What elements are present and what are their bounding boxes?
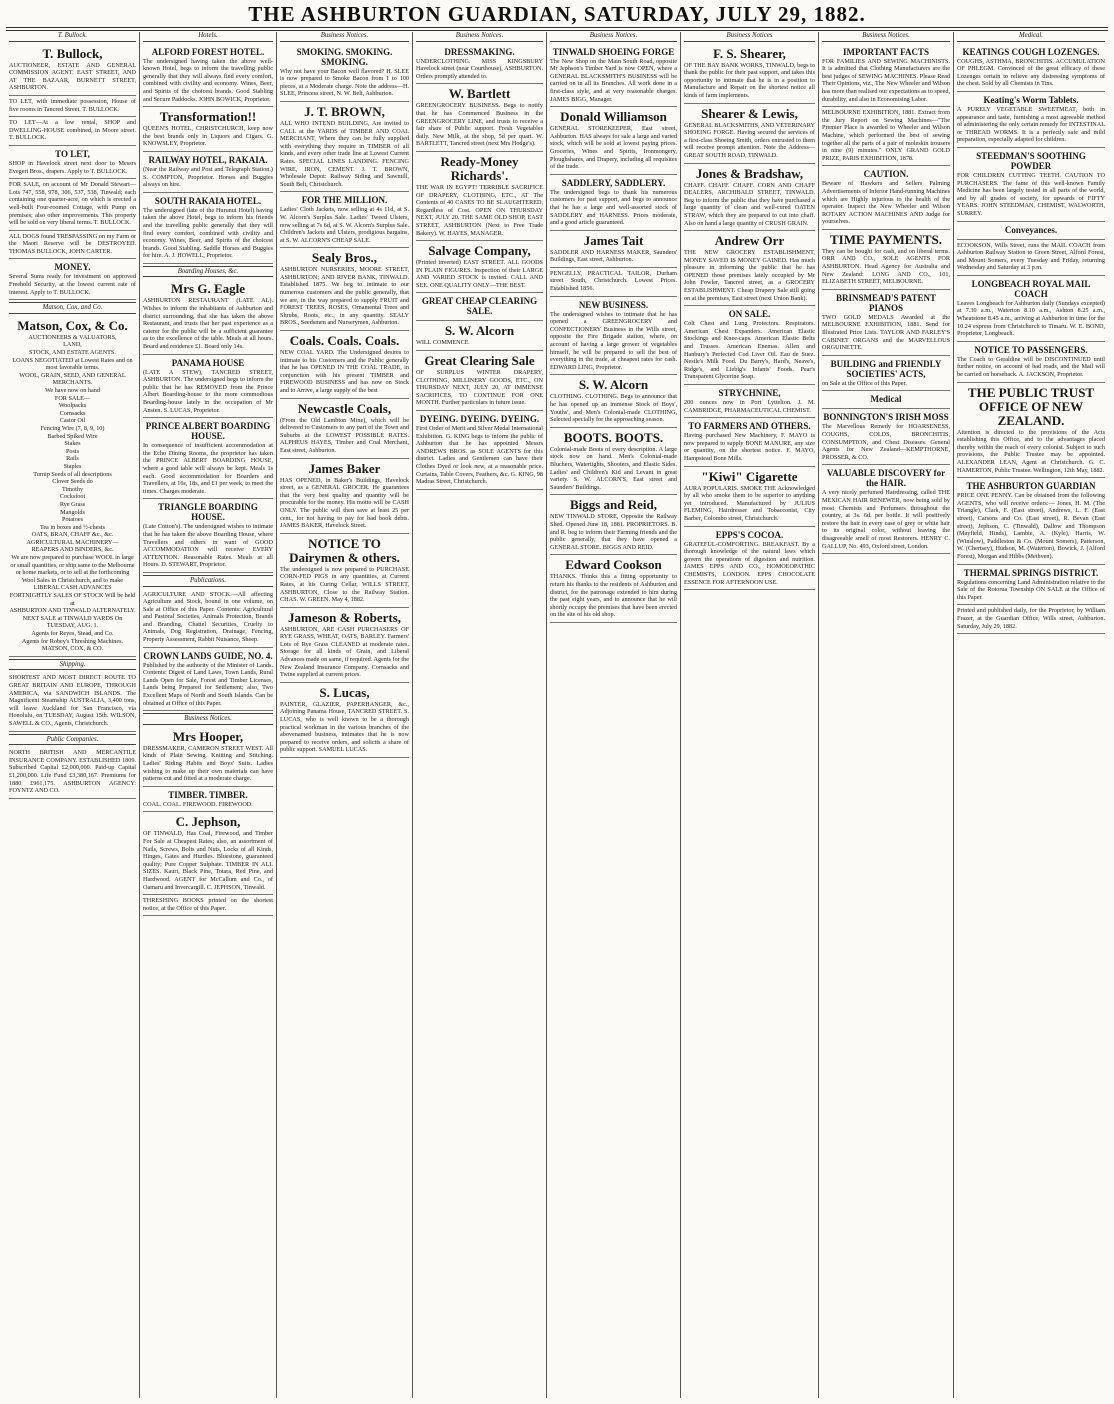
advertisement [280,399,409,459]
ad-body: Leaves Longbeach for Ashburton daily (Sundays excepted) at 7.30 a.m., Waterton 8.10 a.m., Ashton 8.25 a.m., Wheatstone 8.45 a.m., arriving at Ashburton in time for the 10.24 express from Christchurch to Timaru. W. E. BOND, Proprietor, Longbeach. [957,299,1105,338]
ad-body: COUGHS, ASTHMA, BRONCHITIS. ACCUMULATION OF PHLEGM. Convinced of the great efficacy of these Lozenges certain to relieve any distressing symptoms of the chest. Sold by all Chemists in Tins. [957,57,1105,88]
ad-body: on Sale at the Office of this Paper. [822,379,907,387]
masthead-rule [6,27,1108,28]
ad-title: MONEY. [54,262,91,273]
ad-body: (From the Old Lambton Mine), which will be delivered to Customers to any part of the Town and Suburbs at the LOWEST POSSIBLE RATES. ALPHEUS HAYES, Timber and Coal Merchant, East street, Ashburton. [280,416,409,454]
ad-body: A very nicely perfumed Hairdressing, called THE MEXICAN HAIR RENEWER, now being sold by most Chemists and Perfumers throughout the country, at 3s. 6d. per bottle. It will positively restore the hair in every case of grey or white hair to its original color, without leaving the disagreeable smell of most Restorers. HENRY C. GALLUP, No. 493, Oxford street, London. [822,489,950,550]
advertisement [143,152,273,193]
ad-title: S. W. Alcorn [444,323,515,339]
advertisement [9,672,136,731]
advertisement [280,683,409,758]
ad-body: FOR CHILDREN CUTTING TEETH. CAUTION TO PURCHASERS. The fame of this well-known Family Medicine has been largely tested in all parts of the world, and by all grades of society, for upwards of FIFTY YEARS. JOHN STEEDMAN, CHEMIST, WALWORTH, SURREY. [957,171,1105,217]
ad-line: WOOL, GRAIN, SEED, AND GENERAL MERCHANTS. [19,371,126,387]
advertisement [143,418,273,499]
ad-title: T. Bullock, [42,45,103,61]
advertisement [143,44,273,108]
advertisement [280,44,409,102]
advertisement [550,268,677,297]
advertisement [143,787,273,813]
ad-title: NOTICE TO PASSENGERS. [974,344,1088,355]
ad-title: BONNINGTON'S IRISH MOSS [823,412,949,423]
ad-title: RAILWAY HOTEL, RAKAIA. [148,154,268,165]
advertisement [684,418,815,466]
ad-body: The undersigned begs to thank his numerous customers for past support, and begs to announce that he has a large and well-assorted stock of SADDLERY and HARNESS. Prices moderate, and a good article guaranteed. [550,188,677,227]
ad-title: Salvage Company, [428,243,531,259]
advertisement [822,356,950,392]
ad-body: FOR SALE, on account of Mr Donald Stewart—Lots 747, 558, 978, 306, 537, 538, Tinwald; each containing one quarter-acre, on which is erected a well-built Four-roomed Cottage, with Pump on premises; also other improvements. This property will be sold on very liberal terms. T. BULLOCK. [9,181,136,227]
ad-line: Posts [65,447,80,455]
ad-line: Turnip Seeds of all descriptions [33,470,112,478]
advertisement [280,331,409,399]
ad-body: PENGELLY, PRACTICAL TAILOR, Durham street South, Christchurch. Lowest Prices. Established 1856. [550,269,677,293]
ad-title: W. Bartlett [448,86,511,102]
ad-body: CHAFF. CHAFF. CHAFF. CORN AND CHAFF DEALERS, ARCHIBALD STREET, TINWALD. Beg to inform the public that they have purchased a large quantity of clean and well-cured OATEN STRAW, which they are prepared to cut into chaff. Also on hand a large quantity of CRUSH GRAIN. [684,181,815,227]
advertisement [684,467,815,527]
advertisement [550,555,677,623]
column-heading: Public Companies. [9,734,136,746]
column-2 [140,32,277,1398]
column-heading: Business Notices. [550,32,677,42]
ad-title: SMOKING. SMOKING. SMOKING. [296,46,393,67]
ad-body: AURA POPULARIS. SMOKE THE Acknowledged by all who smoke them to be superior to anything yet introduced. Manufactured by JULIUS FLEMING, Hairdresser and Tobacconist, City Barber, Colombo street, Christchurch. [684,484,815,522]
advertisement [957,605,1105,634]
advertisement [957,240,1105,276]
ad-body: The undersigned wishes to intimate that he has opened a GREENGROCERY and CONFECTIONERY Business in the Wills street, opposite the Fire Brigade station, where, on account of having a large grower of vegetables himself, he will be prepared to sell the best of everything in the trade, at cheapest rates for cash. EDWARD LING, Proprietor. [550,310,677,371]
ad-line: LIBERAL CASH ADVANCES [33,584,112,592]
ad-body: MELBOURNE EXHIBITION, 1881. Extract from the Jury Report on Sewing Machines—"The Premier Place is awarded to Wheeler and Wilson Machine, which performed the best of sewing together all the parts of a pair of moleskin trousers in nine (9) minutes." ONLY GRAND GOLD PRIZE, PARIS EXHIBITION, 1878. [822,109,950,162]
ad-title: GREAT CHEAP CLEARING SALE. [421,296,538,317]
ad-body: NEW COAL YARD. The Undersigned desires to intimate to his Customers and the Public generally that he has OPENED IN THE COAL TRADE, in conjunction with his present TIMBER and FIREWOOD BUSINESS and has now on Stock and to Arrive, a large supply of the best [280,349,409,394]
ad-title: FOR THE MILLION. [301,195,388,206]
ad-body: FOR FAMILIES AND SEWING MACHINISTS. It is admitted that Clothing Manufacturers are the best judges of SEWING MACHINES. Please Read Their Opinions, viz., The New Wheeler and Wilson has more than realised our expectations as to speed, durability, and also in Economising Labor. [822,57,951,103]
advertisement [684,164,815,232]
ad-body: Why not have your Bacon well flavored? H. SLEE is now prepared to Smoke Bacon from 1 to 100 pieces, at a Moderate charge. Note the address—H. SLEE, Princess street, N. W. Belt, Ashburton. [280,67,409,98]
ad-title: Edward Cookson [565,557,662,573]
ad-body: ALL WHO INTEND BUILDING, Are invited to CALL at the YARDS of TIMBER AND COAL MERCHANT, Where they can be fully supplied with everything they require in TIMBER of all kinds, and every other trade line at Lowest Current Rates. SPECIAL LINES LANDING. FENCING WIRE, IRON, CEMENT. J. T. BROWN, Wholesale Depot: Railway Siding and Sawmill, South Belt, Christchurch. [280,119,409,188]
advertisement [143,355,273,419]
ad-line: Tea in boxes and ½-chests [39,523,106,531]
advertisement [9,44,136,96]
column-heading: Shipping. [9,659,136,671]
ad-title: Sealy Bros., [311,250,378,266]
ad-title: Mrs Hooper, [172,728,244,744]
ad-body: The Coach to Geraldine will be DISCONTINUED until further notice, on account of bad roads, and the Mail will be carried on horseback. A. JACKSON, Proprietor. [957,355,1105,379]
ad-body: THRESHING BOOKS printed on the shortest notice, at the Office of this Paper. [143,897,273,912]
advertisement [143,812,273,895]
column-heading: Medical. [957,32,1105,42]
advertisement [684,527,815,591]
ad-line: FOR SALE— [54,394,91,402]
advertisement [957,44,1105,92]
ad-title: CROWN LANDS GUIDE, NO. 4. [143,650,273,661]
column-heading: Business Notices. [416,32,543,42]
ad-line: LOANS NEGOTIATED at Lowest Rates and on most favorable terms. [12,356,133,372]
advertisement [684,385,815,418]
ad-line: LAND, [63,341,82,349]
ad-body: (Late Cotton's). The undersigned wishes to intimate that he has taken the above Boarding House, where Travellers and others in want of GOOD ACCOMMODATION will receive EVERY ATTENTION. Reasonable Rates. Meals at all Hours. D. STEWART, Proprietor. [143,523,273,569]
ad-body: Colonial-made Boots of every description. A large stock now on hand. Men's Colonial-made Bluchers, Watertights, Shooters, and Elastic Sides. Ladies' and Children's Kid and Levant in great variety. S. W. ALCORN'S, East street and Saunders' Buildings. [550,445,677,491]
ad-title: THE PUBLIC TRUST OFFICE OF NEW ZEALAND. [967,384,1095,428]
ad-title: Andrew Orr [714,233,785,249]
advertisement [280,192,409,248]
ad-body: In consequence of insufficient accommodation at the Echo Dining Rooms, the proprietor has taken the PRINCE ALBERT BOARDING HOUSE, where a good table will always be kept. Meals 1s each. Good accommodation for Boarders and Travellers, at 16s, 18s, and £1 per week, to meet the times. Charges moderate. [143,442,273,495]
ad-body: AGRICULTURE AND STOCK.—All affecting Agriculture and Stock, bound in one volume, on Sale at Office of this Paper. Contents: Agricultural and Pastoral Societies, Animals Protection, Brands and Branding, Chattel Securities, Cruelty to Animals, Dog Registration, Drainage, Fencing, Property Assessment, Rabbit Nuisance, Sheep. [143,590,273,644]
ad-body: (Printed inverted) EAST STREET. ALL GOODS IN PLAIN FIGURES. Inspection of their LARGE AND VARIED STOCK is invited. CALL AND SEE. ONE QUALITY ONLY—THE BEST. [416,259,543,289]
ad-title: TO LET, [55,148,90,159]
masthead: THE ASHBURTON GUARDIAN, SATURDAY, JULY 29, 1882. [248,2,866,26]
advertisement [822,409,950,465]
ad-title: Transformation!! [159,109,257,125]
ad-line: Potatoes [62,516,83,524]
ad-line: Agents for Reyes, Stead, and Co. [31,630,114,637]
ad-title: BUILDING and FRIENDLY SOCIETIES' ACTS, [830,358,942,379]
ad-line: Rye Grass [59,500,86,508]
column-7 [819,32,954,1398]
advertisement [684,306,815,385]
ad-line: Clover Seeds do [52,478,93,486]
ad-body: SADDLER AND HARNESS MAKER, Saunders' Buildings, East street, Ashburton. [550,248,677,264]
ad-body: UNDERCLOTHING. MISS KINGSBURY Havelock street (near Courthouse), ASHBURTON. Orders promptly attended to. [416,57,543,80]
advertisement [822,290,950,356]
ad-body: SHOP in Havelock street next door to Messrs Evegert Bros., drapers. Apply to T. BULLOCK. [9,159,136,175]
ad-body: PRICE ONE PENNY. Can be obtained from the following AGENTS, who will receive orders:— Jones, H. M. (The Triangle), Clark, F. (East street), Andrews, L. F. (East street), Carsons and Co. (East street), R. Bevan (East street), Jephson, C. (Tinwald), Dallow and Thompson (Mayfield, Hinds), Lambie, A. (Kyle), Harris, W. (Winslow), Paddleston & Co. (Mount Somers), Patterson, W. (Chertsey), Hudson, M. (Waterton), Bowick, J. (Alford Forest), Morgan and Hibbs (Methven). [957,492,1105,560]
column-heading: Publications. [143,575,273,587]
ad-body: SHORTEST AND MOST DIRECT ROUTE TO GREAT BRITAIN AND EUROPE, THROUGH AMERICA, via SANDWICH ISLANDS. The Magnificent Steamship AUSTRALIA, 3,400 tons, will leave Auckland for San Francisco, via Honolulu, on TUESDAY, August 15th. WILSON, SAWELL & CO., Agents, Christchurch. [9,674,136,727]
ad-title: SADDLERY, SADDLERY. [561,177,666,188]
advertisement [957,565,1105,606]
ad-title: STRYCHNINE, [718,388,781,398]
advertisement [416,411,543,490]
ad-body: Several Sums ready for investment on approved Freehold Security, at the lowest current rate of interest. Apply to T. BULLOCK. [9,273,136,296]
advertisement [957,92,1105,148]
columns [6,32,1108,1398]
ad-line: MATSON, COX, & CO. [41,645,104,653]
ad-body: ALL DOGS found TRESPASSING on my Farm or the Maori Reserve will be DESTROYED. THOMAS BULLOCK, JOHN CARTER. [9,232,136,255]
ad-body: DRESSMAKER, CAMERON STREET WEST. All kinds of Plain Sewing. Knitting and Stitching. Ladies' Riding Habits and Boys' Suits. Ladies wishing to make up their own materials can have patterns cut and fitted at a moderate charge. [143,744,273,783]
ad-title: "Kiwi" Cigarette [701,468,798,484]
ad-title: CAUTION. [863,169,909,180]
ad-title: NOTICE TO Dairymen & others. [289,535,400,565]
column-heading: Matson, Cox, and Co. [9,302,136,314]
ad-line: AGRICULTURAL MACHINERY— [26,538,119,546]
ad-line: Cocksfoot [59,493,86,501]
ad-title: STEEDMAN'S SOOTHING POWDER [976,150,1086,171]
advertisement [416,293,543,321]
ad-line: FORTNIGHTLY SALES OF STOCK Will be held at [9,592,136,607]
ad-title: VALUABLE DISCOVERY for the HAIR. [826,468,946,489]
ad-body: WILL COMMENCE [416,339,469,347]
advertisement [822,107,950,166]
ad-line: NEXT SALE at TINWALD YARDS On TUESDAY, AUG. 1. [22,614,123,630]
ad-body: NEW TINWALD STORE, Opposite the Railway Shed. Opened June 18, 1881. PROPRIETORS. B. and R. beg to inform their Farming friends and the public generally, that they have opened a GENERAL STORE. BIGGS AND REID. [550,513,677,551]
ad-body: ECOOKSON, Wills Street, runs the MAIL COACH from Ashburton Railway Station to Green Street, Alford Forest, and Mount Somers, every Tuesday and Friday, returning Wednesday and Saturday at 3 p.m. [957,241,1105,272]
ad-line: Castor Oil [59,417,86,425]
ad-title: James Baker [308,460,381,476]
ad-body: THE WAR IN EGYPT! TERRIBLE SACRIFICE OF DRAPERY, CLOTHING, ETC., AT The Contents of 40 CASES TO BE SLAUGHTERED, Regardless of Cost. OPEN ON THURSDAY NEXT, JULY 20. THE SAME OLD SHOP, EAST STREET, ASHBURTON (Next to Free Trade Bakery). W. HAYES, MANAGER. [416,183,543,237]
advertisement [280,102,409,192]
advertisement [9,96,136,117]
ad-title: Jones & Bradshaw, [695,165,804,181]
ad-body: THE NEW GROCERY ESTABLISHMENT, MONEY SAVED IS MONEY GAINED. Has much pleasure in informing the public that he has OPENED those premises lately occupied by Mr John Fowler, Tancred street, as a GROCERY ESTABLISHMENT. Cheap Drapery Sale still going on at the premises, East street (next Union Bank). [684,249,815,302]
advertisement [143,279,273,354]
ad-title: SOUTH RAKAIA HOTEL. [154,195,262,206]
ad-body: PAINTER, GLAZIER, PAPERHANGER, &c., Adjoining Panama House, TANCRED STREET. S. LUCAS, who is well known to be a thorough practical workman in the various branches of the abovenamed business, intimates that he is now prepared to receive orders, and solicits a share of public support. SAMUEL LUCAS. [280,700,409,754]
ad-body: The undersigned is now prepared to PURCHASE CORN-FED PIGS in any quantities, at Current Rates, at his Curing Cellar, WILLS STREET, ASHBURTON, Close to the Railway Station. CHAS. W. GREEN. May 4, 1882. [280,565,409,604]
ad-line: OATS, BRAN, CHAFF &c., &c. [31,531,114,539]
ad-line: Barbed Spiked Wire [47,432,98,440]
ad-body: GRATEFUL-COMFORTING. BREAKFAST. By a thorough knowledge of the natural laws which govern the operations of digestion and nutrition. JAMES EPPS AND CO., HOMOEOPATHIC CHEMISTS, LONDON. EPPS CHOCOLATE ESSENCE FOR AFTERNOON USE. [684,540,815,586]
ad-title: TINWALD SHOEING FORGE [552,46,675,57]
ad-body: Having purchased New Machinery, F. MAYO is now prepared to supply BONE MANURE, any size or quantity, on the shortest notice. F. MAYO, Hampstead Bone Mills. [684,432,815,462]
ad-body: Printed and published daily, for the Proprietor, by William Frazer, at the Guardian Office, Wills street, Ashburton. Saturday, July 29, 1882. [957,607,1105,630]
advertisement [280,608,409,683]
ad-line: Timothy [61,485,84,493]
ad-title: Shearer & Lewis, [701,105,798,121]
advertisement [416,152,543,241]
ad-body: AUCTIONEER, ESTATE AND GENERAL COMMISSION AGENT. EAST STREET, AND AT THE BAZAAR, BURNETT STREET, ASHBURTON. [9,61,136,92]
advertisement [143,648,273,712]
ad-title: LONGBEACH ROYAL MAIL COACH [971,278,1091,299]
column-5 [547,32,681,1398]
ad-body: First Order of Merit and Silver Medal International Exhibition. G. KING begs to inform the public of Ashburton that he has appointed Messrs ANDREWS BROS. as SOLE AGENTS for this district. Ladies and Gentlemen can have their Clothes Dyed or look new, at a reasonable price. Curtains, Table Covers, Feathers, &c. G. KING, 98 Madras Street, Christchurch. [416,425,543,486]
ad-title: TRIANGLE BOARDING HOUSE. [158,502,258,523]
advertisement [9,316,136,657]
masthead-rule-2 [6,30,1108,31]
ad-body: GREENGROCERY BUSINESS. Begs to notify that he has Commenced Business in the GREENGROCERY LINE, and trusts to receive a fair share of Public support. Fresh Vegetables daily. New Milk, at the shop, 5d per quart. W. BARTLETT, Tancred street (next Mrs Hodge's). [416,102,543,148]
ad-body: The Marvellous Remedy for HOARSENESS, COUGHS, COLDS, BRONCHITIS, CONSUMPTION, and Chest Diseases. General Agents for New Zealand—KEMPTHORNE, PROSSER, & CO. [822,423,950,461]
advertisement [143,107,273,152]
advertisement [550,297,677,376]
column-3 [277,32,413,1398]
ad-title: NEW BUSINESS. [578,299,649,310]
advertisement [143,589,273,648]
ad-title: PANAMA HOUSE [171,357,245,368]
column-heading: Business Notices. [822,32,950,42]
advertisement [416,84,543,152]
advertisement [143,727,273,787]
ad-body: 200 ounces now in Port Lyttelton. J. M. CAMBRIDGE, PHARMACEUTICAL CHEMIST. [684,399,815,414]
ad-line: Staples [63,462,82,470]
ad-title: DYEING. DYEING. DYEING. [419,414,540,425]
advertisement [416,321,543,351]
ad-title: Coals. Coals. Coals. [289,333,400,349]
ad-body: ASHBURTON NURSERIES, MOORE STREET, ASHBURTON; AND RIVER BANK, TINWALD. Established 1875. We beg to intimate to our numerous customers and the public generally, that we are, in the way prepared to supply FRUIT and FOREST TREES, ROSES, Ornamental Trees and Shrubs, Roots, etc., in any quantity. SEALY BROS., Seedsmen and Nurserymen, Ashburton. [280,266,409,327]
ad-body: OF THE BAY BANK WORKS, TINWALD, begs to thank the public for their past support, and takes this opportunity to intimate that he is in a position to Manufacture and Repair on the shortest notice all kinds of farm implements. [684,61,815,99]
ad-title: THERMAL SPRINGS DISTRICT. [963,567,1099,578]
ad-body: COAL. COAL. FIREWOOD. FIREWOOD. [143,800,253,808]
ad-body: Ladies' Cloth Jackets, now selling at 4s 11d, at S. W. Alcorn's Surplus Sale. Ladies' Tweed Ulsters, now selling at 7s 6d, at S. W. Alcorn's Surplus Sale. Children's Jackets and Ulsters, prodigious bargains, at S. W. ALCORN'S CHEAP SALE. [280,206,409,244]
advertisement [416,351,543,411]
ad-line: Stakes [64,440,81,448]
ad-title: IMPORTANT FACTS [843,46,929,57]
advertisement [9,146,136,179]
ad-title: Mrs G. Eagle [170,281,245,297]
advertisement [822,230,950,290]
column-heading: Hotels. [143,32,273,42]
ad-body: THANKS. Thinks this a fitting opportunity to return his thanks to the residents of Ashburton and district, for the patronage extended to him during the past eight years, and to announce that he will shortly occupy the premises that have been erected on the site of his old shop. [550,573,677,619]
ad-body: Published by the authority of the Minister of Lands. Contents: Digest of Land Laws, Town Lands, Rural Lands Open for Sale, Forest and Timber Licenses, Lands being Prepared for Settlement; also, Two Excellent Maps of North and South Islands. Can be obtained at Office of this Paper. [143,661,273,707]
ad-title: Conveyances. [1004,224,1058,235]
ad-body: OF SURPLUS WINTER DRAPERY, CLOTHING, MILLINERY GOODS, ETC., ON THURSDAY NEXT, JULY 20, AT IMMENSE SACRIFICES, TO CONTINUE FOR ONE MONTH. Further particulars in future issue. [416,369,543,407]
ad-body: TO LET, with immediate possession, House of five rooms in Tancred Street. T. BULLOCK. [9,97,136,113]
ad-title: TO FARMERS AND OTHERS. [688,421,811,432]
ad-line: STOCK, AND ESTATE AGENTS. [29,349,116,357]
ad-title: Keating's Worm Tablets. [983,94,1079,105]
ad-title: KEATINGS COUGH LOZENGES. [962,46,1100,57]
ad-line: ASHBURTON AND TINWALD ALTERNATELY. [9,607,136,615]
advertisement [9,747,136,799]
ad-body: The undersigned having taken the above well-known Hotel, begs to inform the travelling public generally that they will always find every comfort, combined with civility and economy. Wines, Beer, and Spirits of the choicest brands. Good Stabling and Secure Paddocks. JOHN BOWICK, Proprietor. [143,57,273,103]
ad-title: Great Clearing Sale [424,353,535,369]
ad-body: The New Shop on the Main South Road, opposite Mr Jephson's Timber Yard is now OPEN, where a GENERAL BLACKSMITH'S BUSINESS will be carried on in all its Branches. All work done in a first-class style, and at very reasonable charges. JAMES BIGG, Manager. [550,57,677,103]
ad-title: DRESSMAKING. [444,46,515,57]
advertisement [957,383,1105,479]
advertisement [280,248,409,331]
ad-line: REAPERS AND BINDERS, &c. [31,546,114,554]
ad-title: EPPS'S COCOA. [715,529,784,540]
ad-line: Mangolds [60,508,85,516]
advertisement [143,193,273,264]
advertisement [957,276,1105,342]
ad-body: NORTH BRITISH AND MERCANTILE INSURANCE COMPANY. ESTABLISHED 1809. Subscribed Capital £2,000,000. Paid-up Capital £1,200,000. Life Fund £3,380,167. Premiums for 1880 £961,175. ASHBURTON AGENCY: FOYNTZ AND CO. [9,749,136,795]
column-8 [954,32,1108,1398]
advertisement [9,179,136,231]
ad-body: Beware of Hawkers and Sellers Palming Advertisements of Inferior Hand-running Machines which are Highly injurious to the health of the operator. Inspect the New Wheeler and Wilson ROTARY ACTION MACHINES AND Judge for yourselves. [822,180,950,226]
advertisement [416,44,543,85]
ad-body: ASHBURTON, ARE CASH PURCHASERS OF RYE GRASS, WHEAT, OATS, BARLEY. Farmers' Lots of Rye Grass CLEANED at moderate rates. Storage for all kinds of Grain, and Liberal Advances made on same, if required. Agents for the New Zealand Insurance Company. Cornsacks and Twine supplied at current prices. [280,625,409,679]
advertisement [550,375,677,427]
advertisement [957,148,1105,222]
advertisement [9,259,136,300]
ad-title: TIME PAYMENTS. [830,231,942,247]
ad-title: Ready-Money Richards'. [440,153,519,183]
ad-title: TIMBER. TIMBER. [168,789,248,800]
advertisement [143,499,273,573]
advertisement [550,495,677,555]
ad-line: Woolpacks [58,402,87,410]
advertisement [550,175,677,231]
column-6 [681,32,819,1398]
advertisement [684,231,815,306]
advertisement [957,222,1105,240]
ad-body: (Near the Railway and Post and Telegraph Station.) S. COMPTON, Proprietor. Horses and Buggies always on hire. [143,165,273,189]
ad-title: J. T. BROWN, [304,103,385,119]
ad-title: ON SALE. [728,309,771,320]
advertisement [280,534,409,608]
advertisement [684,104,815,164]
advertisement [9,231,136,260]
ad-body: ASHBURTON RESTAURANT (LATE AL). Wishes to inform the inhabitants of Ashburton and district surrounding, that she has taken the above Restaurant, and trusts that her past experience as a caterer for the public will be a sufficient guarantee as to the excellence of the table. Meals at all hours. Board and residence £1. Board only 14s. [143,297,273,351]
advertisement [416,241,543,293]
advertisement [822,44,950,108]
ad-body: The undersigned (late of the Hurunui Hotel) having taken the above Hotel, begs to inform his friends and the travelling public generally that they will find every comfort, combined with civility and economy. Wines, Beer, and Spirits of the choicest brands. Good Stabling. Saddle Horses and Buggies for hire. A. J. HOWELL, Proprietor. [143,206,273,260]
ad-body: GENERAL STOREKEEPER, East street, Ashburton. HAS always for sale a large and varied stock, which will be sold at lowest paying prices. Groceries, Wines and Spirits, Ironmongery, Ploughshares, and Drapery, including all requisites of the trade. [550,125,677,171]
ad-title: S. W. Alcorn [578,377,649,393]
ad-body: CLOTHING. CLOTHING. Begs to announce that he has opened up an immense Stock of Boys', Youths', and Men's Colonial-made CLOTHING, Selected specially for the approaching season. [550,393,677,424]
ad-title: Jameson & Roberts, [287,609,401,625]
advertisement [280,459,409,534]
column-heading: Business Notices. [280,32,409,42]
advertisement [822,166,950,230]
ad-line: We are now prepared to purchase WOOL in large or small quantities, or ship same to the Melbourne or home markets, or to sell at the forthcoming Wool Sales in Christchurch, and to make [10,554,135,584]
advertisement [957,478,1105,564]
ad-body: GENERAL BLACKSMITHS, AND VETERINARY SHOEING FORGE. Having secured the services of a first-class Shoeing Smith, orders entrusted to them will receive prompt attention. Note the Address—GREAT SOUTH ROAD, TINWALD. [684,121,815,159]
advertisement [550,428,677,496]
ad-body: TO LET—At a low rental, SHOP and DWELLING-HOUSE combined, in Moore street. T. BULLOCK. [9,119,136,142]
ad-title: Medical [870,394,902,405]
ad-line: AUCTIONEERS & VALUATORS, [28,333,117,341]
ad-body: TWO GOLD MEDALS Awarded at the MELBOURNE EXHIBITION, 1881. Send for Illustrated Price Lists. TAYLOR AND FARLEY'S CABINET ORGANS and the MARVELLOUS ORGUINETTE. [822,313,950,352]
ad-line: We have now on hand [45,387,100,394]
ad-title: James Tait [583,232,644,248]
ad-title: THE ASHBURTON GUARDIAN [966,481,1096,492]
ad-line: Cornsacks [59,409,86,417]
ad-body: Regulations concerning Land Administration relative to the Sale of the Rotorua Township ON SALE at the Office of this Paper. [957,578,1105,601]
ad-title: PRINCE ALBERT BOARDING HOUSE. [145,421,271,442]
column-heading: T. Bullock. [9,32,136,42]
advertisement [822,465,950,554]
column-4 [413,32,547,1398]
ad-body: (LATE A STEW), TANCRED STREET, ASHBURTON. The undersigned begs to inform the public that he has REMOVED from the Prince Albert Boarding-house to the more commodious Boarding-house lately in the occupation of Mr Ansten. S. LUCAS, Proprietor. [143,368,273,414]
column-heading: Business Notices. [143,713,273,725]
ad-title: Biggs and Reid, [569,497,658,513]
ad-body: QUEEN'S HOTEL, CHRISTCHURCH, keep now the best brands only in Liquors and Cigars. G. KNOWSLEY, Proprietor. [143,125,273,148]
advertisement [550,231,677,268]
advertisement [550,107,677,175]
ad-line: Agents for Robey's Threshing Machines. [21,637,124,645]
column-heading: Boarding Houses, &c. [143,266,273,278]
column-heading: Business Notices [684,32,815,42]
ad-title: Newcastle Coals, [297,400,392,416]
ad-title: Matson, Cox, & Co. [17,317,128,333]
ad-body: Attention is directed to the provisions of the Acts establishing this Office, and to the advantages placed thereby within the reach of every colonist. Subject to such provisions, the Public Trustee may be appointed. ALEXANDER LEAN, Agent at Christchurch. G. C. HAMERTON, Public Trustee. Wellington, 12th May, 1882. [957,428,1105,474]
ad-body: HAS OPENED, in Baker's Buildings, Havelock street, as a GENERAL GROCER. He guarantees that the very best quality and quantity will be procurable for the money. His motto will be CASH ONLY. The public will then save at least 25 per cent., for not having to pay for bad book debts. JAMES BAKER, Havelock Street. [280,476,409,530]
ad-line: Rails [66,455,79,463]
ad-title: ALFORD FOREST HOTEL. [151,46,265,57]
ad-body: OF TINWALD, Has Coal, Firewood, and Timber For Sale at Cheapest Rates; also, an assortment of Nails, Screws, Bolts and Nuts, Locks of all Kinds, Hinges, Gates and Hurdles. Bluestone, guaranteed quality; Pure Copper Sulphate. TIMBER IN ALL SIZES. Kauri, Black Pine, Totara, Red Pine, and Hardwood. AGENT for McCallum and Co., of Oamaru and Invercargill. C. JEPHSON, Tinwald. [143,830,273,891]
advertisement [684,44,815,104]
ad-title: S. Lucas, [319,684,370,700]
advertisement [550,44,677,108]
ad-line: Fencing Wire (7, 8, 9, 10) [40,424,105,432]
advertisement [143,895,273,916]
advertisement [822,391,950,409]
ad-title: F. S. Shearer, [713,45,786,61]
ad-title: BRINSMEAD'S PATENT PIANOS [836,292,936,313]
column-1 [6,32,140,1398]
ad-title: BOOTS. BOOTS. [563,429,664,445]
ad-title: C. Jephson, [175,814,241,830]
ad-body: A PURELY VEGETABLE SWEETMEAT, both in appearance and taste, furnishing a most agreeable method of administering the only certain remedy for INTESTINAL or THREAD WORMS. It is a perfectly safe and mild preparation, especially adapted for children. [957,105,1105,144]
ad-body: They can be bought for cash, and on liberal terms. ORR AND CO., SOLE AGENTS FOR ASHBURTON. Head Agency for Australia and New Zealand: LONG AND CO., 101, ELIZABETH STREET, MELBOURNE. [822,247,950,286]
ad-title: Donald Williamson [560,109,667,125]
advertisement [957,342,1105,383]
advertisement [9,117,136,146]
ad-body: Colt Chest and Lung Protectors. Respirators. American Chest Expanders. American Elastic Stockings and Knee-caps. American Elastic Belts and Trusses. American Enemas. Allen and Hanbury's Perfected Cod Liver Oil. Eau de Suez. Nestle's Milk Food. Du Barry's, Hard's, Neave's, Ridge's, and Liebig's Infants' Foods. Pear's Transparent Glycerine Soap. [684,320,815,381]
